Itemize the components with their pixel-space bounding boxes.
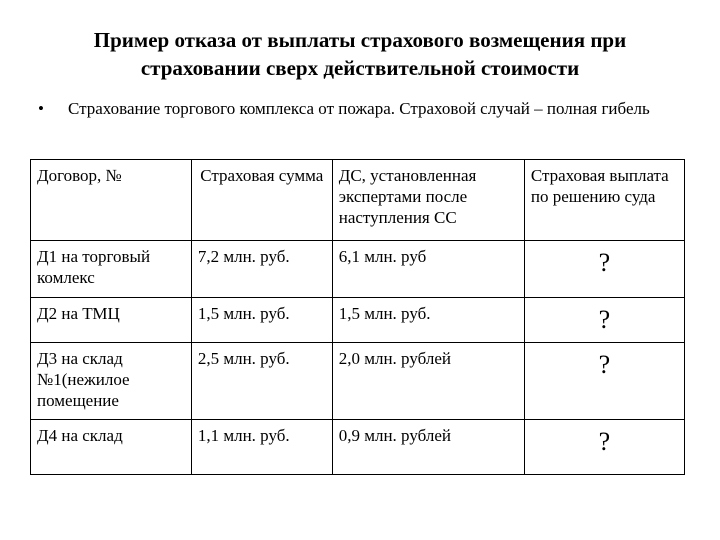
cell-court-payout <box>524 241 684 298</box>
cell-insured-sum: 7,2 млн. руб. <box>191 241 332 298</box>
table-header-row <box>31 160 685 241</box>
bullet-marker: • <box>38 99 44 118</box>
cell-contract: Д2 на ТМЦ <box>31 298 192 343</box>
table-row <box>31 420 685 475</box>
bullet-text: Страхование торгового комплекса от пожара. Страховой случай – полная гибель <box>68 99 650 118</box>
question-mark: ? <box>598 305 611 334</box>
slide-title <box>20 26 700 82</box>
cell-insured-sum: 1,1 млн. руб. <box>191 420 332 475</box>
cell-court-payout <box>524 343 684 420</box>
table-row <box>31 298 685 343</box>
insurance-table <box>30 159 685 475</box>
cell-contract: Д4 на склад <box>31 420 192 475</box>
header-court-payout: Страховая выплата по решению суда <box>524 160 684 241</box>
table-row <box>31 241 685 298</box>
cell-contract: Д1 на торговый комлекс <box>31 241 192 298</box>
cell-insured-sum: 1,5 млн. руб. <box>191 298 332 343</box>
slide-title-line-1: Пример отказа от выплаты страхового возмещения при <box>93 28 627 52</box>
header-actual-value: ДС, установленная экспертами после наступления СС <box>332 160 524 241</box>
cell-court-payout <box>524 298 684 343</box>
question-mark: ? <box>598 350 611 379</box>
question-mark: ? <box>598 248 611 277</box>
table-row <box>31 343 685 420</box>
cell-actual-value: 0,9 млн. рублей <box>332 420 524 475</box>
cell-actual-value: 2,0 млн. рублей <box>332 343 524 420</box>
slide-title-line-2: страховании сверх действительной стоимости <box>140 56 580 80</box>
question-mark: ? <box>598 427 611 456</box>
cell-actual-value: 1,5 млн. руб. <box>332 298 524 343</box>
header-contract: Договор, № <box>31 160 192 241</box>
cell-insured-sum: 2,5 млн. руб. <box>191 343 332 420</box>
cell-contract: Д3 на склад №1(нежилое помещение <box>31 343 192 420</box>
cell-actual-value: 6,1 млн. руб <box>332 241 524 298</box>
cell-court-payout <box>524 420 684 475</box>
header-insured-sum: Страховая сумма <box>191 160 332 241</box>
